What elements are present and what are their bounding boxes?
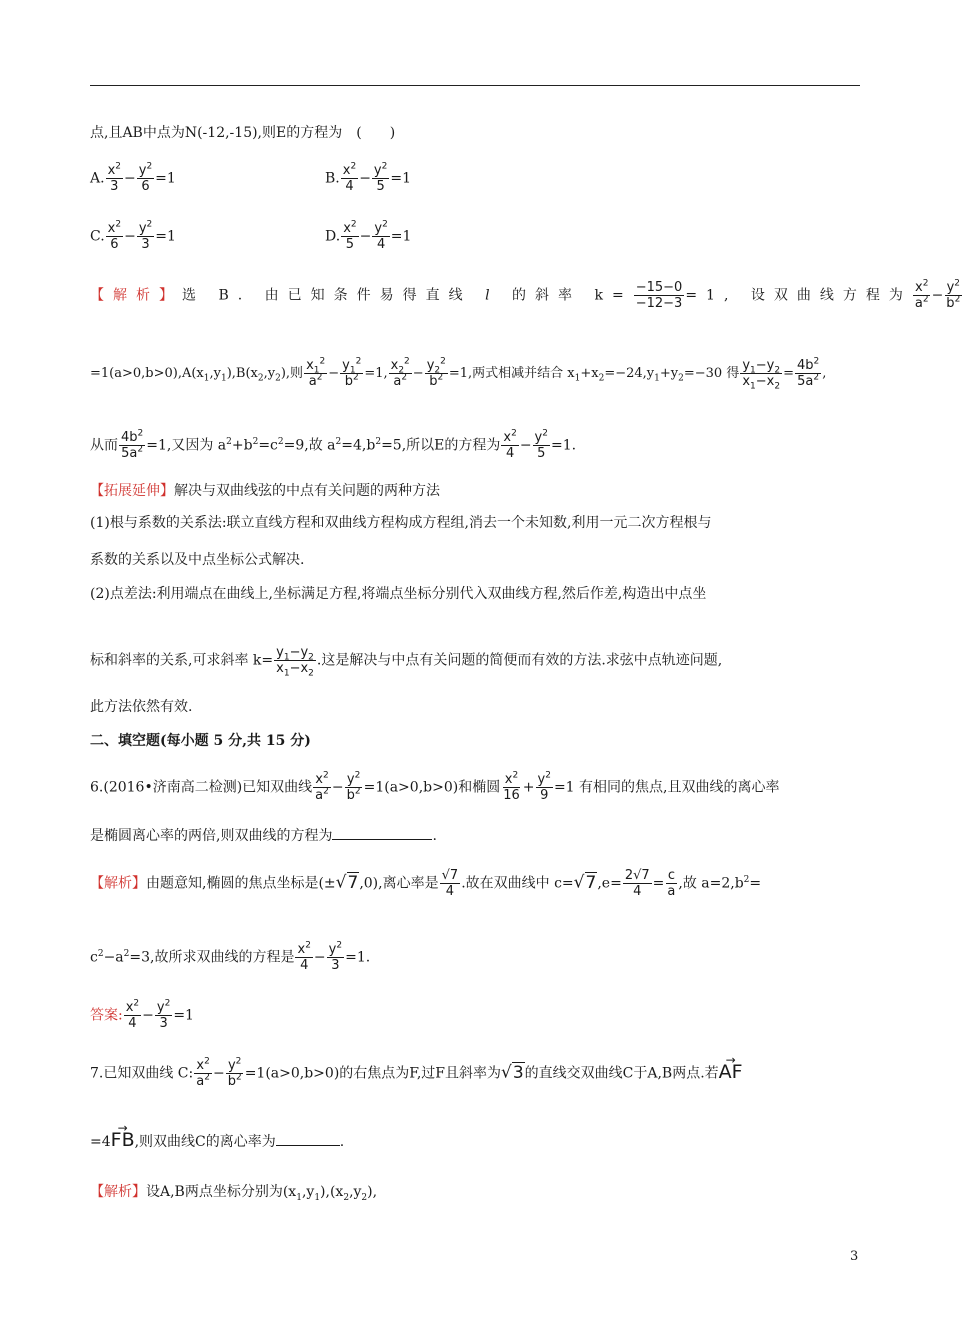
page-number: 3 [850, 1249, 859, 1264]
section-heading: 二、填空题(每小题 5 分,共 15 分) [90, 733, 311, 749]
q6-answer: 答案: $\frac{x^2}{4}$ − $\frac{y^2}{3}$ =1 [90, 998, 194, 1031]
analysis-tag: 【解析】 [90, 287, 182, 304]
q7-line2: =4→ FB,则双曲线C的离心率为 . [90, 1130, 344, 1152]
q5-analysis-line3: 从而 $\frac{4b^2}{5a^2}$ =1,又因为 $a^2+b^2=c^2=9$,故 $a^2=4,b^2=5$,所以E的方程为 $\frac{x^2}{4}$ − $\frac{y^2}{5}$ =1. [90, 428, 577, 461]
q7-line1: 7.已知双曲线 C: $\frac{x^2}{a^2}$ − $\frac{y^2}{b^2}$ =1(a>0,b>0)的右焦点为F,过F且斜率为√3的直线交双曲线C于A,B两点.若→ AF [90, 1058, 743, 1089]
extension-m2-line1: (2)点差法:利用端点在曲线上,坐标满足方程,将端点坐标分别代入双曲线方程,然后作差,构造出中点坐 [90, 586, 707, 602]
q7-analysis-line1: 【解析】设A,B两点坐标分别为$(x_1,y_1),(x_2,y_2)$, [90, 1184, 378, 1203]
answer-blank-q7[interactable] [276, 1131, 340, 1146]
option-c: C. $\frac{x^2}{6}$ − $\frac{y^2}{3}$ =1 [90, 219, 176, 252]
vector-fb: → FB [111, 1130, 135, 1150]
extension-m1-line2: 系数的关系以及中点坐标公式解决. [90, 552, 305, 568]
q5-analysis-line1: 【解析】选 B. 由已知条件易得直线 l 的斜率 k= $\frac{-15-0}{-12-3}$ =1, 设双曲线方程为 $\frac{x^2}{a^2}$ − $\frac{y^2}{b^2}$ [90, 278, 961, 311]
q5-analysis-line2: $=1(a>0,b>0),A(x_1,y_1),B(x_2,y_2)$,则 $\frac{x_1^2}{a^2}$ − $\frac{y_1^2}{b^2}$ =1, $\frac{x_2^2}{a^2}$ − $\frac{y_2^2}{b^2}$ =1,两式相减并结合 $x_1+x_2=-24,y_1+y_2=-30$ 得 $\frac{y_1-y_2}{x_1-x_2}$ = $\frac{4b^2}{5a^2}$ , [90, 356, 827, 392]
q5-stem: 点,且AB中点为N(-12,-15),则E的方程为 ( ) [90, 125, 396, 141]
answer-blank[interactable] [332, 825, 432, 840]
q6-analysis-line2: $c^2-a^2=3$,故所求双曲线的方程是 $\frac{x^2}{4}$ − $\frac{y^2}{3}$ =1. [90, 940, 371, 973]
q6-line2: 是椭圆离心率的两倍,则双曲线的方程为 . [90, 825, 437, 846]
extension-title: 【拓展延伸】解决与双曲线弦的中点有关问题的两种方法 [90, 483, 440, 499]
header-rule [90, 85, 860, 86]
vector-af: → AF [719, 1062, 743, 1082]
extension-m2-line3: 此方法依然有效. [90, 699, 193, 715]
option-d: D. $\frac{x^2}{5}$ − $\frac{y^2}{4}$ =1 [325, 219, 412, 252]
option-a: A. $\frac{x^2}{3}$ − $\frac{y^2}{6}$ =1 [90, 161, 176, 194]
extension-m2-line2: 标和斜率的关系,可求斜率 k= $\frac{y_1-y_2}{x_1-x_2}$ .这是解决与中点有关问题的简便而有效的方法.求弦中点轨迹问题, [90, 645, 723, 679]
q6-line1: 6.(2016•济南高二检测)已知双曲线 $\frac{x^2}{a^2}$ − $\frac{y^2}{b^2}$ =1(a>0,b>0)和椭圆 $\frac{x^2}{16}$ + $\frac{y^2}{9}$ =1 有相同的焦点,且双曲线的离心率 [90, 770, 780, 803]
extension-m1-line1: (1)根与系数的关系法:联立直线方程和双曲线方程构成方程组,消去一个未知数,利用一元二次方程根与 [90, 515, 712, 531]
option-b: B. $\frac{x^2}{4}$ − $\frac{y^2}{5}$ =1 [325, 161, 411, 194]
sqrt-7: √7 [335, 872, 359, 893]
q6-analysis-line1: 【解析】由题意知,椭圆的焦点坐标是(±√7,0),离心率是 $\frac{√7}{4}$ .故在双曲线中 c=√7,e= $\frac{2√7}{4}$ = $\frac{c}{a}$ ,故 $a=2,b^2=$ [90, 868, 762, 899]
